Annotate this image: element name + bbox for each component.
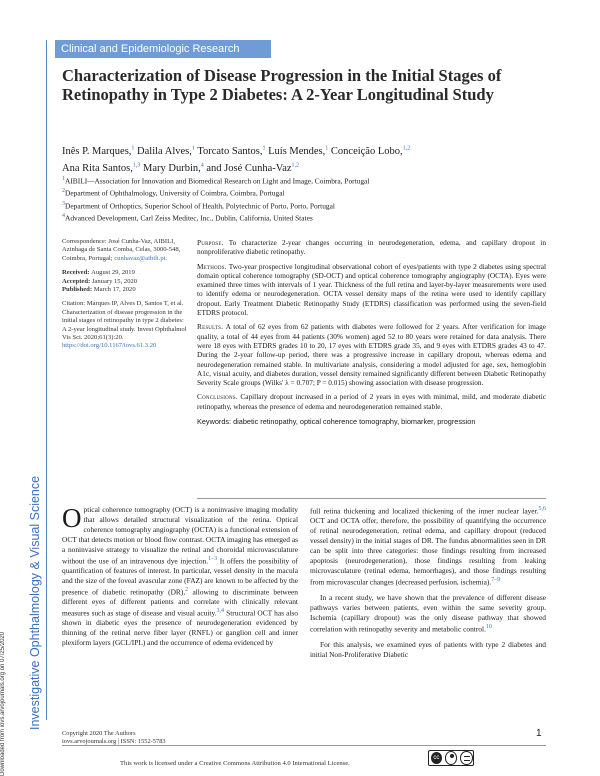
license-text: This work is licensed under a Creative Commons Attribution 4.0 International License. xyxy=(120,760,350,767)
drop-cap: O xyxy=(62,503,82,533)
attribution-icon xyxy=(445,751,458,765)
article-title: Characterization of Disease Progression in the Initial Stages of Retinopathy in Type 2 Diabetes: A 2-Year Longitudinal Study xyxy=(62,66,502,104)
sidebar-rule xyxy=(46,40,47,720)
email-link[interactable]: cunhavaz@aibili.pt. xyxy=(114,254,168,262)
abstract-results: Results. A total of 62 eyes from 62 patients with diabetes were followed for 2 years. After verification for image quality, a total of 44 eyes from 44 patients (30% women) aged 52 to 80 years were retained for data analysis. There were 18 eyes with ETDRS grades 10 to 20, 17 eyes with ETDRS grade 35, and 9 eyes with ETDRS grades 43 to 47. During the 2-year follow-up period, there was a progressive increase in capillary dropout, whereas edema and neurodegeneration remained stable. In multivariate analysis, considering a model adjusted for age, sex, hemoglobin A1c, visual acuity, and diabetes duration, vessel density remained significantly different between Diabetic Retinopathy Severity Scale groups (Wilks' λ = 0.707; P = 0.015) showing association with disease progression. xyxy=(197,322,546,388)
abstract-conclusions: Conclusions. Capillary dropout increased in a period of 2 years in eyes with minimal, mild, and moderate diabetic retinopathy, whereas the presence of edema and neurodegeneration remained stable. xyxy=(197,392,546,411)
keywords: Keywords: diabetic retinopathy, optical coherence tomography, biomarker, progression xyxy=(197,417,476,427)
affiliation: $^3$Department of Orthoptics, Superior School of Health, Polytechnic of Porto, Porto, Portugal xyxy=(62,200,335,211)
author: Mary Durbin,$^4$ xyxy=(143,162,204,174)
author: and José Cunha-Vaz$^{1,2}$ xyxy=(206,162,300,174)
cc-icon: cc xyxy=(431,752,442,764)
download-notice: Downloaded from iovs.arvojournals.org on 07/25/2020 xyxy=(0,631,6,776)
article-metadata xyxy=(62,238,187,357)
affiliation: $^1$AIBILI—Association for Innovation and Biomedical Research on Light and Image, Coimbra, Portugal xyxy=(62,176,370,186)
abstract-purpose: Purpose. To characterize 2-year changes occurring in neurodegeneration, edema, and capillary dropout in nonproliferative diabetic retinopathy. xyxy=(197,238,546,257)
equals-icon xyxy=(460,751,473,765)
correspondence: Correspondence: José Cunha-Vaz, AIBILI, Azinhaga de Santa Comba, Celas, 3000-548, Coimbra, Portugal; cunhavaz@aibili.pt. xyxy=(62,238,181,262)
author: Torcato Santos,$^1$ xyxy=(197,145,266,157)
footer-copyright: Copyright 2020 The Authors iovs.arvojournals.org | ISSN: 1552-5783 xyxy=(62,730,166,745)
abstract-methods: Methods. Two-year prospective longitudinal observational cohort of eyes/patients with type 2 diabetes using spectral domain optical coherence tomography (SD-OCT) and optical coherence tomography angiography (OCTA). Eyes were examined three times with intervals of 1 year. Thickness of the full retina and layer-by-layer measurements were used to identify edema or neurodegeneration. OCTA vessel density maps of the retina were used to identify capillary dropout. Early Treatment Diabetic Retinopathy Study (ETDRS) classification was performed using the seven-field ETDRS protocol. xyxy=(197,261,546,318)
doi-link[interactable]: https://doi.org/10.1167/iovs.61.3.20 xyxy=(62,342,157,350)
abstract-divider xyxy=(197,498,546,499)
page-number: 1 xyxy=(536,728,542,739)
cc-license-icon[interactable] xyxy=(428,750,474,766)
author: Conceição Lobo,$^{1,2}$ xyxy=(330,145,411,157)
author: Inês P. Marques,$^1$ xyxy=(62,145,135,157)
author: Ana Rita Santos,$^{1,3}$ xyxy=(62,162,141,174)
affiliation: $^2$Department of Ophthalmology, University of Coimbra, Coimbra, Portugal xyxy=(62,188,285,198)
citation: Citation: Marques IP, Alves D, Santos T, et al. Characterization of disease progression in the initial stages of retinopathy in type 2 diabetes: A 2-year longitudinal study. Invest Ophthalmol Vis Sci. 2020;61(3):20. https://doi.org/10.1167/iovs.61.3.20 xyxy=(62,300,187,350)
footer-rule xyxy=(62,745,546,746)
journal-name-vertical: Investigative Ophthalmology & Visual Science xyxy=(28,475,42,730)
affiliation: $^4$Advanced Development, Carl Zeiss Meditec, Inc., Dublin, California, United States xyxy=(62,213,313,223)
body-column-left xyxy=(62,505,298,654)
abstract xyxy=(197,238,546,426)
author-list xyxy=(62,141,552,176)
dates: Received: August 29, 2019 Accepted: January 15, 2020 Published: March 17, 2020 xyxy=(62,269,138,294)
body-column-right xyxy=(310,505,546,666)
author: Dalila Alves,$^1$ xyxy=(137,145,195,157)
intro-paragraph: Optical coherence tomography (OCT) is a noninvasive imaging modality that allows detailed structural visualization of the retina. Optical coherence tomography angiography (OCTA) is a functional extension of OCT that detects motion or blood flow contrast. OCTA imaging has emerged as a noninvasive strategy to visualize the retinal and choroidal microvasculature without the use of an intravenous dye injection.$^{1-3}$ It offers the possibility of quantification of features of interest. In particular, vessel density in the macula and the size of the foveal avascular zone (FAZ) are known to be affected by the presence of diabetic retinopathy (DR),$^2$ allowing to discriminate between different eyes of different patients and correlate with clinically relevant measures such as stage of disease and visual acuity.$^{3,4}$ Structural OCT has also shown in diabetic eyes the presence of neurodegeneration evidenced by thinning of the retinal nerve fiber layer (RNFL) or ganglion cell and inner plexiform layers (GCL/IPL) and the occurrence of edema evidenced by xyxy=(62,503,299,648)
intro-paragraph-continued: full retina thickening and localized thickening of the inner nuclear layer.$^{5,6}$ OCT and OCTA offer, therefore, the possibility of quantifying the occurrence of retinal neurodegeneration, retinal edema, and capillary dropout (reduced vessel density) in the initial stages of DR. The fundus abnormalities seen in DR can be split into three categories: those findings resulting from increased apoptosis (neurodegeneration), those findings resulting from leaking microvasculature (retinal edema, hemorrhages), and those findings resulting from microvascular changes (decreased perfusion, ischemia).$^{7-9}$ xyxy=(310,506,546,587)
body-paragraph: In a recent study, we have shown that the prevalence of different disease pathways varies between patients, even within the same severity group. Ischemia (capillary dropout) was the only disease pathway that showed correlation with retinopathy severity and metabolic control.$^{10}$ xyxy=(310,593,546,634)
author: Luís Mendes,$^1$ xyxy=(268,145,329,157)
body-paragraph: For this analysis, we examined eyes of patients with type 2 diabetes and initial Non-Proliferative Diabetic xyxy=(310,640,546,660)
affiliations xyxy=(62,174,552,224)
section-banner: Clinical and Epidemiologic Research xyxy=(55,40,271,58)
